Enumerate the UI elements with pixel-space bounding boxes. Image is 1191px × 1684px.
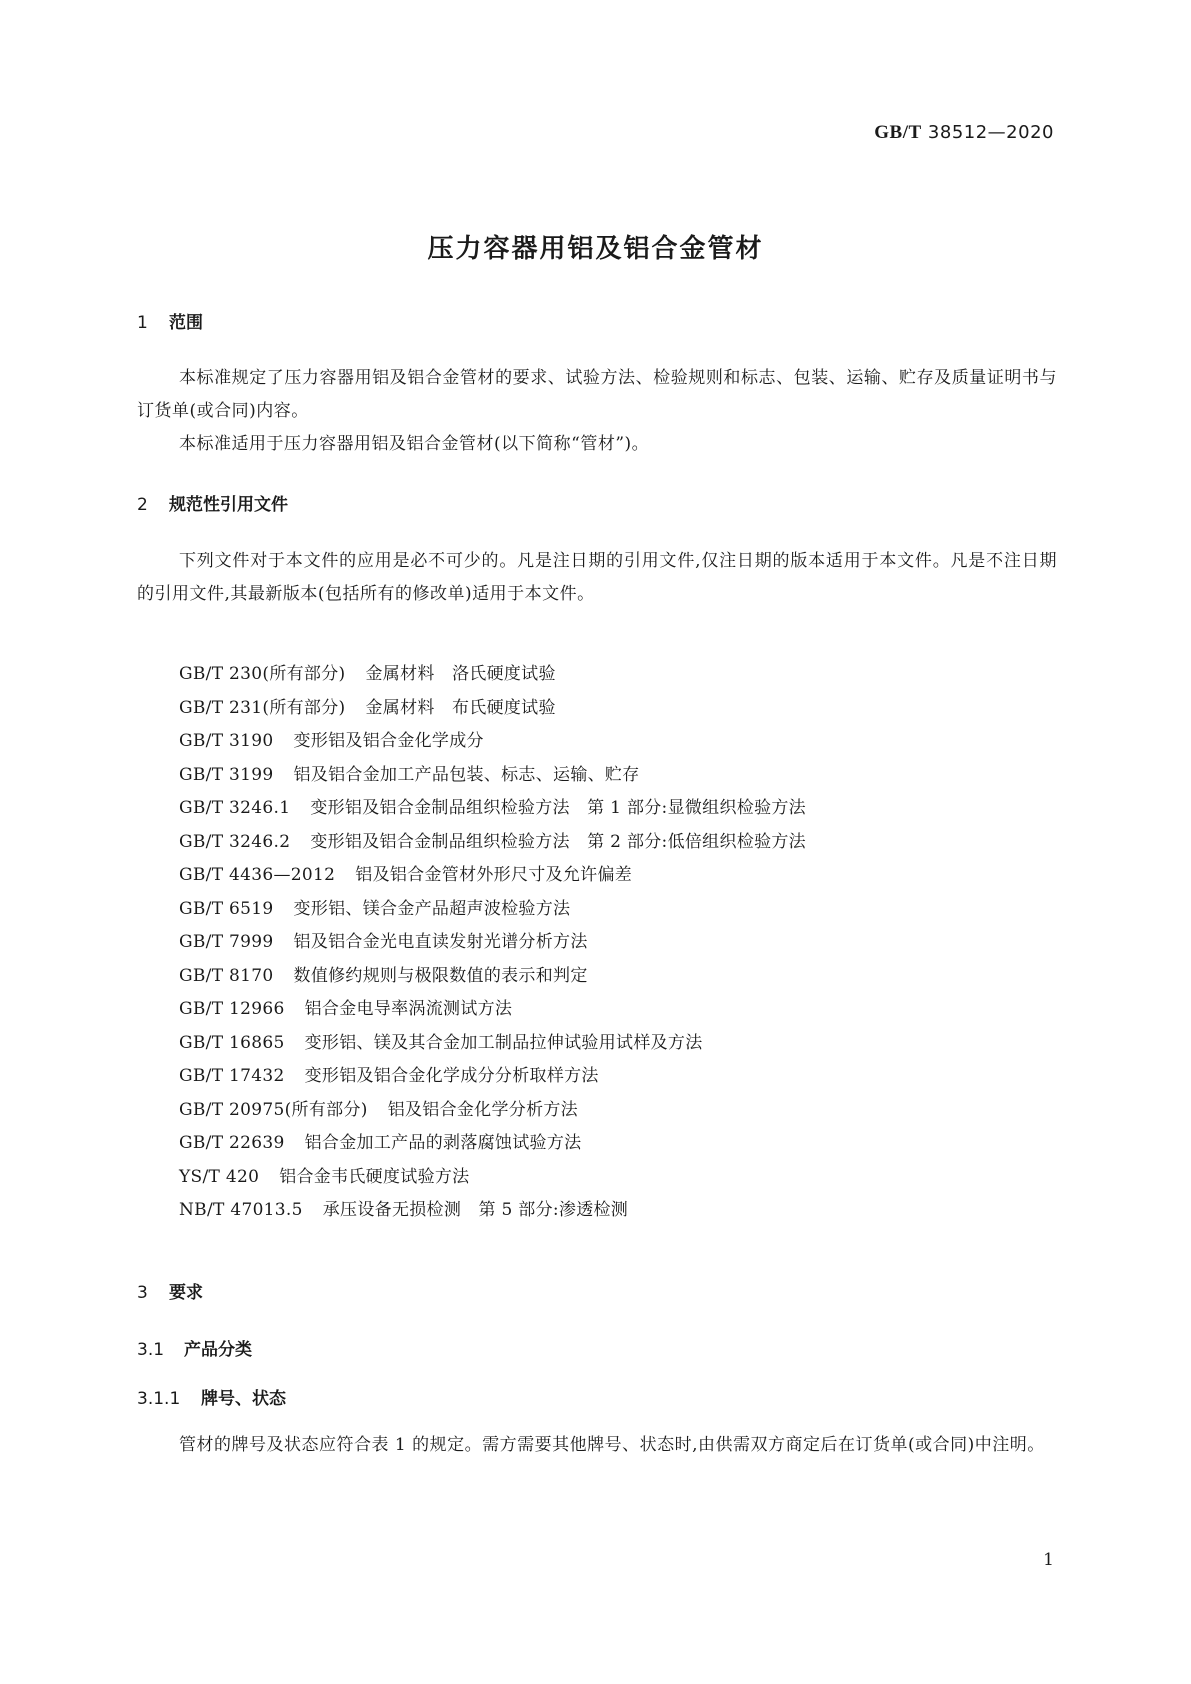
section-title: 产品分类 — [184, 1340, 252, 1360]
section-number: 3.1 — [137, 1340, 165, 1360]
reference-code: GB/T 12966 — [179, 999, 285, 1019]
section-title: 要求 — [169, 1283, 203, 1303]
reference-item — [179, 1161, 806, 1195]
reference-item — [179, 1194, 806, 1228]
section-number: 3 — [137, 1283, 148, 1303]
reference-item — [179, 792, 806, 826]
reference-code: YS/T 420 — [179, 1166, 260, 1187]
paragraph: 下列文件对于本文件的应用是必不可少的。凡是注日期的引用文件,仅注日期的版本适用于本文件。凡是不注日期的引用文件,其最新版本(包括所有的修改单)适用于本文件。 — [137, 551, 1057, 604]
reference-code: GB/T 231(所有部分) — [179, 697, 346, 718]
section-heading-3 — [137, 1278, 203, 1303]
reference-item — [179, 1060, 806, 1094]
reference-item — [179, 1127, 806, 1161]
paragraph: 本标准规定了压力容器用铝及铝合金管材的要求、试验方法、检验规则和标志、包装、运输、贮存及质量证明书与订货单(或合同)内容。 — [137, 368, 1057, 421]
reference-code: GB/T 3246.2 — [179, 831, 291, 852]
reference-title: 变形铝及铝合金制品组织检验方法 第 2 部分:低倍组织检验方法 — [310, 831, 806, 852]
section-heading-1 — [137, 308, 203, 333]
section-title: 规范性引用文件 — [169, 495, 288, 515]
reference-title: 数值修约规则与极限数值的表示和判定 — [293, 965, 588, 986]
reference-title: 变形铝及铝合金制品组织检验方法 第 1 部分:显微组织检验方法 — [310, 798, 806, 818]
reference-code: GB/T 20975(所有部分) — [179, 1099, 368, 1120]
section-heading-3-1 — [137, 1335, 252, 1360]
reference-item — [179, 926, 806, 960]
reference-code: GB/T 16865 — [179, 1032, 285, 1053]
reference-title: 铝及铝合金化学分析方法 — [387, 1099, 578, 1120]
reference-title: 铝及铝合金加工产品包装、标志、运输、贮存 — [293, 764, 640, 785]
reference-code: GB/T 6519 — [179, 898, 274, 919]
section-number: 3.1.1 — [137, 1389, 181, 1409]
reference-item — [179, 759, 806, 793]
reference-item — [179, 893, 806, 927]
paragraph: 管材的牌号及状态应符合表 1 的规定。需方需要其他牌号、状态时,由供需双方商定后在订货单(或合同)中注明。 — [179, 1435, 1045, 1455]
reference-title: 承压设备无损检测 第 5 部分:渗透检测 — [322, 1200, 629, 1220]
standard-number: 38512—2020 — [927, 122, 1054, 143]
reference-title: 铝合金加工产品的剥落腐蚀试验方法 — [304, 1133, 582, 1153]
reference-code: GB/T 3190 — [179, 731, 274, 751]
reference-title: 铝合金韦氏硬度试验方法 — [279, 1166, 470, 1187]
reference-code: NB/T 47013.5 — [179, 1200, 303, 1220]
reference-item — [179, 826, 806, 860]
reference-code: GB/T 22639 — [179, 1133, 285, 1153]
section-number: 2 — [137, 495, 148, 515]
reference-code: GB/T 8170 — [179, 965, 274, 986]
reference-item — [179, 960, 806, 994]
standard-code — [874, 122, 1054, 144]
reference-title: 变形铝及铝合金化学成分分析取样方法 — [304, 1066, 599, 1086]
reference-item — [179, 725, 806, 759]
reference-code: GB/T 17432 — [179, 1066, 285, 1086]
paragraph: 本标准适用于压力容器用铝及铝合金管材(以下简称“管材”)。 — [179, 434, 650, 454]
reference-code: GB/T 4436—2012 — [179, 865, 336, 885]
reference-code: GB/T 3246.1 — [179, 798, 291, 818]
reference-item — [179, 859, 806, 893]
reference-item — [179, 1094, 806, 1128]
section-number: 1 — [137, 313, 148, 333]
reference-code: GB/T 230(所有部分) — [179, 664, 346, 684]
section-title: 范围 — [169, 313, 203, 333]
reference-title: 变形铝、镁及其合金加工制品拉伸试验用试样及方法 — [304, 1032, 703, 1053]
reference-item — [179, 1027, 806, 1061]
standard-prefix: GB/T — [874, 122, 922, 143]
reference-list — [179, 658, 806, 1228]
page-number: 1 — [1043, 1550, 1054, 1570]
reference-title: 变形铝及铝合金化学成分 — [293, 731, 484, 751]
reference-item — [179, 692, 806, 726]
reference-title: 金属材料 洛氏硬度试验 — [365, 664, 556, 684]
section-title: 牌号、状态 — [201, 1389, 286, 1409]
section-heading-2 — [137, 490, 288, 515]
reference-code: GB/T 7999 — [179, 932, 274, 952]
reference-title: 铝合金电导率涡流测试方法 — [304, 999, 513, 1019]
reference-title: 金属材料 布氏硬度试验 — [365, 697, 556, 718]
reference-item — [179, 658, 806, 692]
reference-title: 铝及铝合金管材外形尺寸及允许偏差 — [355, 865, 633, 885]
section-heading-3-1-1 — [137, 1384, 286, 1409]
reference-code: GB/T 3199 — [179, 764, 274, 785]
document-title: 压力容器用铝及铝合金管材 — [427, 234, 764, 264]
reference-title: 铝及铝合金光电直读发射光谱分析方法 — [293, 932, 588, 952]
reference-item — [179, 993, 806, 1027]
reference-title: 变形铝、镁合金产品超声波检验方法 — [293, 898, 571, 919]
